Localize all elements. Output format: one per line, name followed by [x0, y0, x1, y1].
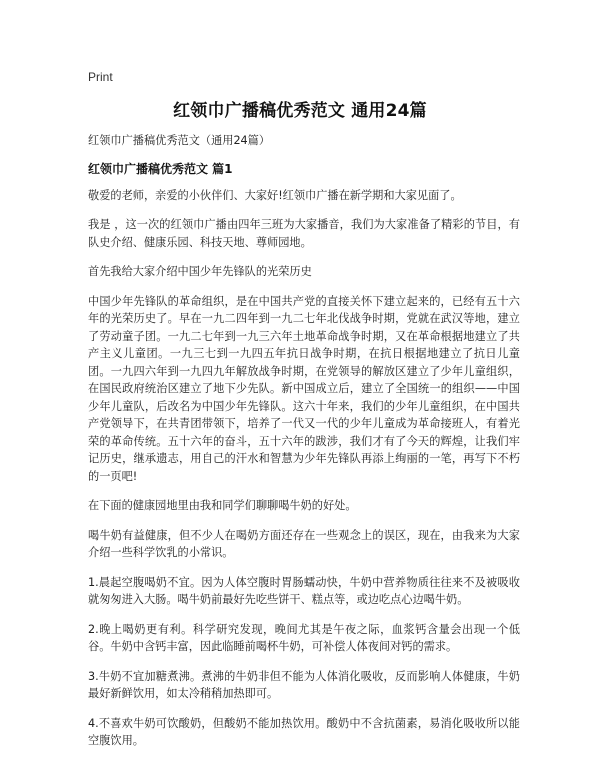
paragraph-history-lead: 首先我给大家介绍中国少年先锋队的光荣历史 [88, 265, 312, 278]
paragraph-milk-intro: 喝牛奶有益健康，但不少人在喝奶方面还存在一些观念上的误区，现在，由我来为大家介绍一些科学饮乳的小常识。 [88, 528, 520, 559]
paragraph-intro: 我是 ，这一次的红领巾广播由四年三班为大家播音，我们为大家准备了精彩的节目，有队史介绍、健康乐园、科技天地、尊师园地。 [88, 218, 520, 249]
paragraph-tip-3: 3.牛奶不宜加糖煮沸。煮沸的牛奶非但不能为人体消化吸收，反而影响人体健康，牛奶最好新鲜饮用，如太冷稍稍加热即可。 [88, 669, 520, 700]
document-title: 红领巾广播稿优秀范文 通用24篇 [173, 101, 427, 121]
paragraph-health-lead: 在下面的健康园地里由我和同学们聊聊喝牛奶的好处。 [88, 499, 357, 512]
paragraph-history: 中国少年先锋队的革命组织，是在中国共产党的直接关怀下建立起来的，已经有五十六年的光荣历史了。早在一九二四年到一九二七年北伐战争时期，党就在武汉等地，建立了劳动童子团。一九二七年到一九三六年土地革命战争时期，又在革命根据地建立了共产主义儿童团。一九三七到一九四五年抗日战争时期，在抗日根据地建立了抗日儿童团。一九四六年到一九四九年解放战争时期，在党领导的解放区建立了少年儿童组织，在国民政府统治区建立了地下少先队。新中国成立后，建立了全国统一的组织——中国少年儿童队，后改名为中国少年先锋队。这六十年来，我们的少年儿童组织，在中国共产党领导下，在共青团带领下，培养了一代又一代的少年儿童成为革命接班人，有着光荣的革命传统。五十六年的奋斗，五十六年的跋涉，我们才有了今天的辉煌，让我们牢记历史，继承遗志，用自己的汗水和智慧为少年先锋队再添上绚丽的一笔，再写下不朽的一页吧! [88, 294, 520, 483]
paragraph-tip-2: 2.晚上喝奶更有利。科学研究发现，晚间尤其是午夜之际，血浆钙含量会出现一个低谷。牛奶中含钙丰富，因此临睡前喝杯牛奶，可补偿人体夜间对钙的需求。 [88, 622, 520, 653]
document-subtitle: 红领巾广播稿优秀范文（通用24篇） [88, 134, 271, 147]
paragraph-greeting: 敬爱的老师，亲爱的小伙伴们、大家好!红领巾广播在新学期和大家见面了。 [88, 188, 462, 202]
paragraph-tip-1: 1.晨起空腹喝奶不宜。因为人体空腹时胃肠蠕动快，牛奶中营养物质往往来不及被吸收就匆匆进入大肠。喝牛奶前最好先吃些饼干、糕点等，或边吃点心边喝牛奶。 [88, 575, 520, 606]
section-heading: 红领巾广播稿优秀范文 篇1 [88, 161, 233, 176]
paragraph-tip-4: 4.不喜欢牛奶可饮酸奶，但酸奶不能加热饮用。酸奶中不含抗菌素，易消化吸收所以能空腹饮用。 [88, 716, 520, 747]
print-label: Print [88, 70, 113, 84]
document-content [88, 132, 520, 762]
